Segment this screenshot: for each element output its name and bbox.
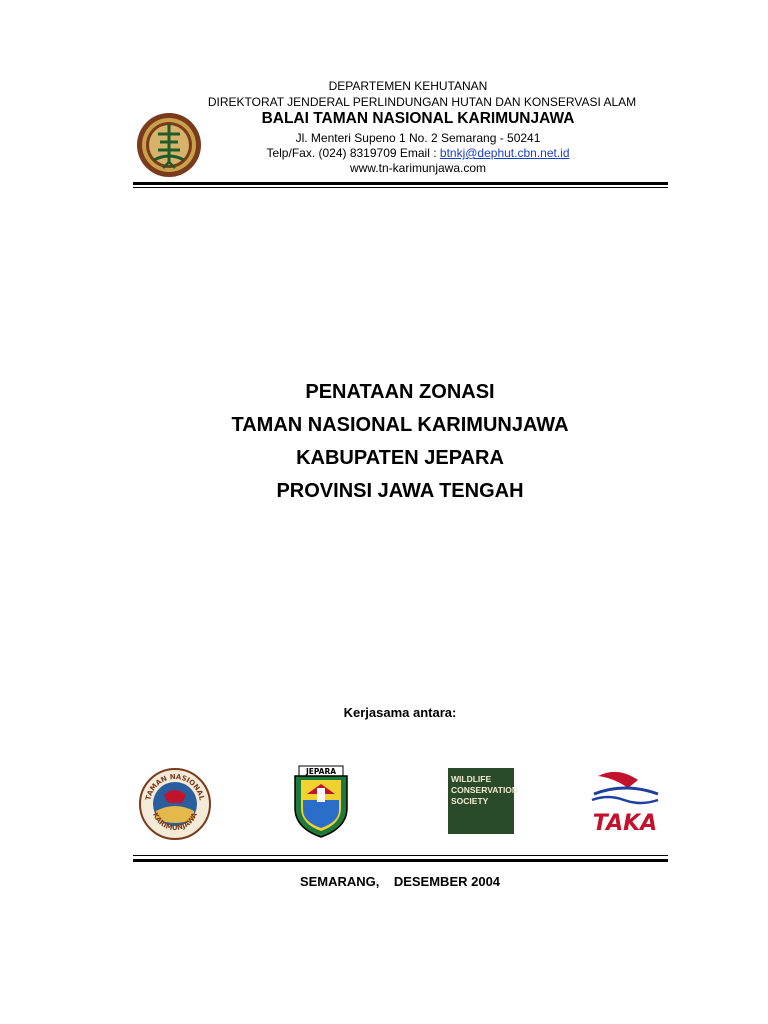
header-divider-thin — [133, 187, 668, 188]
taman-nasional-karimunjawa-logo — [138, 767, 212, 841]
jepara-logo-text: JEPARA — [305, 767, 337, 776]
wcs-logo-line-2: CONSERVATION — [451, 785, 519, 795]
office-name: BALAI TAMAN NASIONAL KARIMUNJAWA — [261, 110, 575, 127]
wcs-logo-line-1: WILDLIFE — [451, 774, 492, 784]
email-link[interactable]: btnkj@dephut.cbn.net.id — [439, 146, 570, 160]
document-title-line-2: TAMAN NASIONAL KARIMUNJAWA — [231, 414, 569, 436]
wcs-logo — [448, 768, 519, 834]
jepara-logo — [291, 764, 351, 839]
directorate-name: DIREKTORAT JENDERAL PERLINDUNGAN HUTAN DAN KONSERVASI ALAM — [207, 95, 637, 109]
website: www.tn-karimunjawa.com — [349, 161, 487, 175]
contact-line — [34, 146, 768, 161]
document-title-line-3: KABUPATEN JEPARA — [296, 447, 504, 469]
document-title-line-4: PROVINSI JAWA TENGAH — [276, 480, 524, 502]
document-title-line-1: PENATAAN ZONASI — [305, 381, 495, 403]
tnk-logo-top-text: TAMAN NASIONAL — [144, 772, 206, 802]
tnk-logo-bottom-text: KARIMUNJAWA — [151, 811, 199, 833]
header-divider-thick — [133, 182, 668, 185]
wcs-logo-line-3: SOCIETY — [451, 796, 489, 806]
phone-fax: Telp/Fax. (024) 8319709 Email : — [266, 146, 440, 160]
office-address: Jl. Menteri Supeno 1 No. 2 Semarang - 50241 — [295, 131, 541, 145]
department-name: DEPARTEMEN KEHUTANAN — [328, 79, 488, 93]
footer-divider-thick — [133, 859, 668, 862]
taka-logo-text: TAKA — [592, 811, 658, 834]
footer-divider-thin — [133, 855, 668, 856]
taka-logo — [588, 766, 662, 834]
partners-heading: Kerjasama antara: — [343, 705, 457, 720]
place-and-date: SEMARANG, DESEMBER 2004 — [299, 874, 501, 889]
